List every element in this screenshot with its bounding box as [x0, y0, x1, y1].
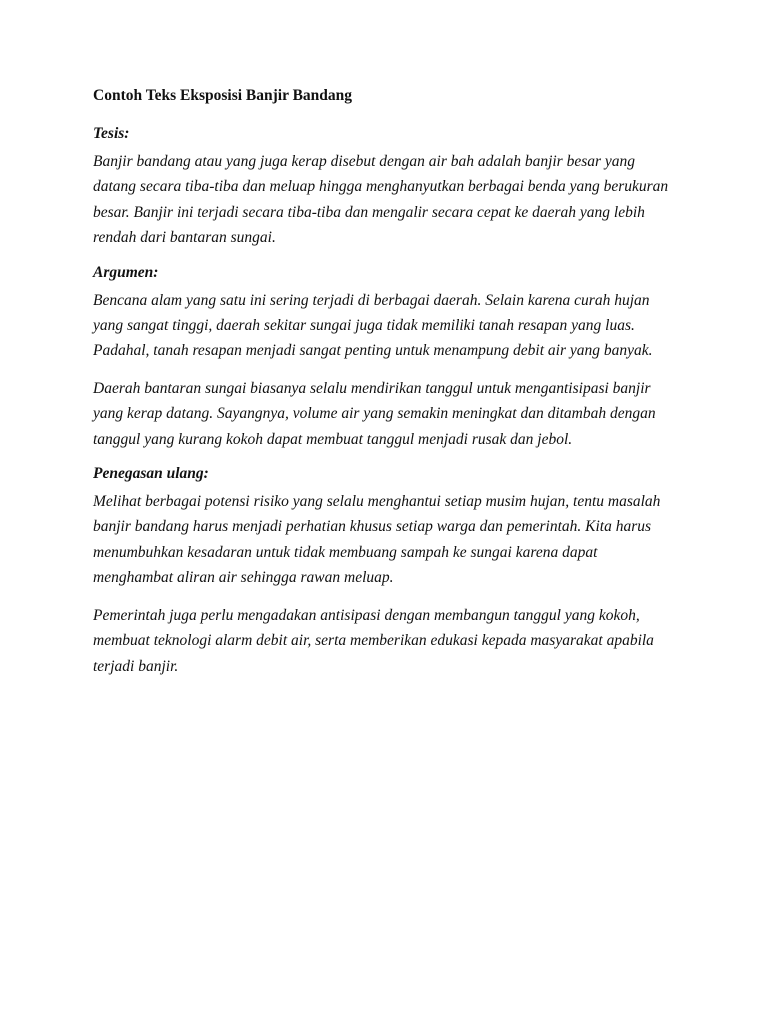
text-line: datang secara tiba-tiba dan meluap hingga menghanyutkan berbagai benda yang berukuran — [93, 178, 669, 196]
section-heading: Tesis: — [93, 125, 130, 142]
text-line: yang sangat tinggi, daerah sekitar sungai juga tidak memiliki tanah resapan yang luas. — [93, 317, 635, 335]
text-line: Padahal, tanah resapan menjadi sangat penting untuk menampung debit air yang banyak. — [93, 342, 653, 360]
text-line: Banjir bandang atau yang juga kerap disebut dengan air bah adalah banjir besar yang — [93, 153, 636, 170]
text-line: yang kerap datang. Sayangnya, volume air yang semakin meningkat dan ditambah dengan — [93, 405, 656, 423]
text-line: Melihat berbagai potensi risiko yang selalu menghantui setiap musim hujan, tentu masalah — [93, 493, 661, 511]
text-line: Pemerintah juga perlu mengadakan antisipasi dengan membangun tanggul yang kokoh, — [93, 606, 640, 624]
section-argumen — [93, 263, 678, 452]
document-body — [93, 86, 678, 691]
paragraph — [93, 288, 678, 364]
section-heading: Penegasan ulang: — [93, 465, 209, 483]
text-line: terjadi banjir. — [93, 657, 179, 675]
text-line: tanggul yang kurang kokoh dapat membuat tanggul menjadi rusak dan jebol. — [93, 430, 573, 448]
text-line: Daerah bantaran sungai biasanya selalu mendirikan tanggul untuk mengantisipasi banjir — [93, 379, 651, 397]
section-heading: Argumen: — [93, 263, 159, 281]
section-tesis — [93, 124, 678, 251]
section-penegasan-ulang — [93, 464, 678, 679]
paragraph — [93, 149, 678, 251]
text-line: besar. Banjir ini terjadi secara tiba-tiba dan mengalir secara cepat ke daerah yang lebih — [93, 203, 645, 221]
paragraph — [93, 376, 678, 452]
text-line: rendah dari bantaran sungai. — [93, 229, 276, 247]
text-line: banjir bandang harus menjadi perhatian khusus setiap warga dan pemerintah. Kita harus — [93, 518, 652, 536]
paragraph — [93, 489, 678, 591]
text-line: Bencana alam yang satu ini sering terjadi di berbagai daerah. Selain karena curah hujan — [93, 291, 650, 309]
text-line: menghambat aliran air sehingga rawan meluap. — [93, 569, 394, 587]
text-line: menumbuhkan kesadaran untuk tidak membuang sampah ke sungai karena dapat — [93, 543, 598, 561]
text-line: membuat teknologi alarm debit air, serta memberikan edukasi kepada masyarakat apabila — [93, 632, 654, 650]
document-title: Contoh Teks Eksposisi Banjir Bandang — [93, 87, 353, 104]
paragraph — [93, 603, 678, 679]
